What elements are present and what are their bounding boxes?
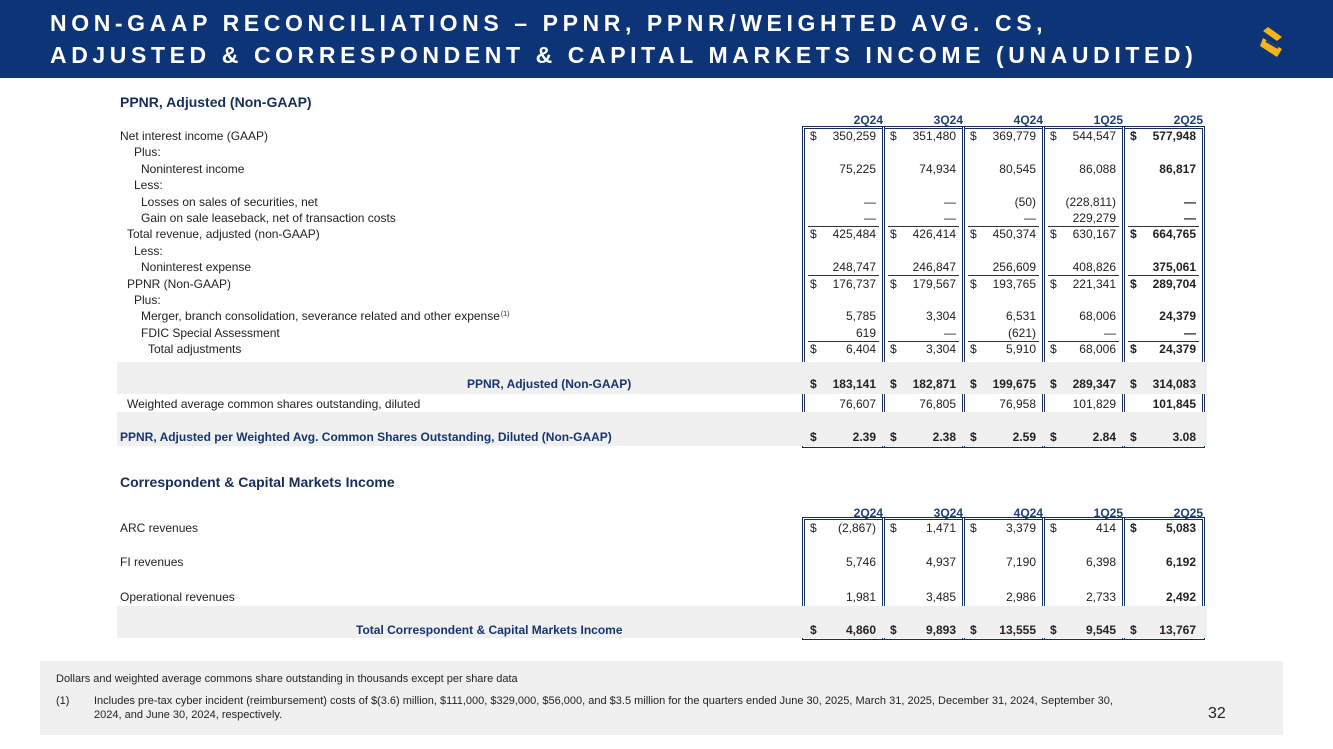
value-cell (1045, 210, 1122, 226)
dollar-sign: $ (810, 276, 817, 291)
value-text: (2,867) (837, 521, 876, 535)
dollar-sign: $ (810, 521, 817, 535)
column-header: 1Q25 (1093, 113, 1123, 127)
dollar-sign: $ (1050, 342, 1057, 357)
value-cell (1045, 554, 1122, 570)
column-header: 4Q24 (1013, 113, 1043, 127)
shares-label: Weighted average common shares outstanding, diluted (127, 397, 421, 411)
row-label-text: Plus: (134, 145, 161, 160)
value-text: 183,141 (832, 377, 876, 391)
value-text: 375,061 (1152, 260, 1196, 275)
value-text: 414 (1095, 521, 1116, 535)
value-cell (1045, 622, 1122, 638)
cm-total-label: Total Correspondent & Capital Markets Income (356, 623, 623, 637)
value-cell (1045, 396, 1122, 412)
value-cell (805, 194, 882, 210)
value-cell (965, 554, 1042, 570)
value-text: 193,765 (992, 276, 1036, 291)
value-text: 3,304 (925, 309, 956, 324)
value-cell (1125, 325, 1202, 341)
dollar-sign: $ (810, 227, 817, 242)
dollar-sign: $ (970, 623, 977, 637)
value-text: 6,192 (1165, 555, 1196, 569)
dollar-sign: $ (1050, 377, 1057, 391)
row-label-text: Net interest income (GAAP) (120, 129, 269, 143)
value-cell (965, 226, 1042, 242)
dollar-sign: $ (890, 623, 897, 637)
value-cell (965, 194, 1042, 210)
value-cell (965, 128, 1042, 144)
value-text: 5,910 (1005, 342, 1036, 357)
value-text: 3,379 (1005, 521, 1036, 535)
value-cell (1125, 622, 1202, 638)
value-cell (805, 128, 882, 144)
value-cell (1045, 429, 1122, 445)
value-cell (1045, 259, 1122, 275)
value-text: 3,485 (925, 590, 956, 604)
value-text: (228,811) (1065, 194, 1116, 209)
value-text: 24,379 (1159, 342, 1196, 357)
value-text: 199,675 (992, 377, 1036, 391)
dollar-sign: $ (1130, 430, 1137, 444)
value-text: 9,545 (1085, 623, 1116, 637)
dollar-sign: $ (970, 342, 977, 357)
row-label-text: Gain on sale leaseback, net of transaction costs (141, 211, 396, 225)
row-label-text: Less: (134, 243, 163, 258)
value-cell (965, 161, 1042, 177)
value-text: 1,471 (925, 521, 956, 535)
value-cell (805, 554, 882, 570)
value-cell (885, 259, 962, 275)
dollar-sign: $ (890, 276, 897, 291)
value-text: 369,779 (992, 129, 1036, 143)
dollar-sign: $ (1130, 377, 1137, 391)
value-text: 408,826 (1072, 260, 1116, 275)
value-cell (1125, 554, 1202, 570)
section-title-ppnr: PPNR, Adjusted (Non-GAAP) (120, 94, 312, 110)
row-label (134, 178, 163, 192)
value-cell (885, 308, 962, 324)
footnote-marker: (1) (56, 695, 70, 707)
value-text: 2,492 (1165, 590, 1196, 604)
dollar-sign: $ (890, 129, 897, 143)
cm-total-row-bg (117, 606, 1207, 638)
value-cell (885, 376, 962, 392)
value-text: — (944, 325, 956, 340)
page-number: 32 (1208, 705, 1226, 722)
value-cell (885, 429, 962, 445)
value-text: 256,609 (992, 260, 1036, 275)
dollar-sign: $ (1050, 521, 1057, 535)
value-cell (805, 259, 882, 275)
column-header: 3Q24 (933, 506, 963, 520)
value-cell (1125, 308, 1202, 324)
units-note: Dollars and weighted average commons share outstanding in thousands except per share data (56, 673, 518, 685)
value-text: 86,088 (1079, 161, 1116, 176)
row-label-text: Losses on sales of securities, net (141, 194, 318, 209)
value-cell (805, 276, 882, 292)
value-text: 68,006 (1079, 342, 1116, 357)
dollar-sign: $ (1050, 276, 1057, 291)
column-header: 2Q24 (853, 506, 883, 520)
row-label (148, 342, 241, 356)
dollar-sign: $ (1130, 276, 1137, 291)
value-cell (885, 341, 962, 357)
value-text: 664,765 (1152, 227, 1196, 242)
value-cell (965, 210, 1042, 226)
value-text: (621) (1007, 325, 1036, 340)
value-cell (805, 429, 882, 445)
dollar-sign: $ (890, 342, 897, 357)
row-label: FI revenues (120, 555, 184, 569)
value-cell (1125, 128, 1202, 144)
column-header: 2Q25 (1173, 113, 1203, 127)
value-cell (965, 325, 1042, 341)
value-cell (965, 520, 1042, 536)
row-label (127, 277, 231, 291)
dollar-sign: $ (890, 227, 897, 242)
value-text: 5,785 (845, 309, 876, 324)
value-cell (965, 589, 1042, 605)
value-cell (965, 259, 1042, 275)
value-text: — (1184, 194, 1196, 209)
value-cell (805, 622, 882, 638)
value-cell (885, 226, 962, 242)
row-label-text: Less: (134, 178, 163, 193)
row-label (127, 227, 320, 241)
value-cell (885, 276, 962, 292)
value-cell (805, 376, 882, 392)
page-title-line-1: NON-GAAP RECONCILIATIONS – PPNR, PPNR/WEIGHTED AVG. CS, (50, 10, 1048, 36)
value-text: 2,733 (1085, 590, 1116, 604)
row-label-text: Merger, branch consolidation, severance related and other expense (141, 309, 500, 324)
value-text: 351,480 (912, 129, 956, 143)
value-cell (1045, 128, 1122, 144)
value-cell (805, 210, 882, 226)
dollar-sign: $ (1130, 342, 1137, 357)
value-text: 350,259 (832, 129, 876, 143)
value-cell (1045, 194, 1122, 210)
value-cell (1045, 276, 1122, 292)
dollar-sign: $ (1050, 430, 1057, 444)
column-header: 4Q24 (1013, 506, 1043, 520)
value-text: 182,871 (912, 377, 956, 391)
footnote-text-line-1: Includes pre-tax cyber incident (reimbursement) costs of $(3.6) million, $111,000, $329,000, $56,000, and $3.5 million for the quarters ended June 30, 2025, March 31, 2025, December 31, 2024, September 30, (94, 695, 1113, 707)
row-label: Operational revenues (120, 590, 235, 604)
dollar-sign: $ (810, 430, 817, 444)
dollar-sign: $ (890, 430, 897, 444)
value-cell (965, 276, 1042, 292)
dollar-sign: $ (1050, 623, 1057, 637)
value-cell (1125, 276, 1202, 292)
dollar-sign: $ (810, 342, 817, 357)
value-text: 6,531 (1005, 309, 1036, 324)
value-text: 7,190 (1005, 555, 1036, 569)
value-text: 4,860 (845, 623, 876, 637)
value-cell (885, 325, 962, 341)
value-text: 75,225 (839, 161, 876, 176)
value-text: 2.38 (932, 430, 956, 444)
value-text: 619 (855, 325, 876, 340)
row-label-text: Noninterest income (141, 161, 245, 176)
value-cell (885, 554, 962, 570)
value-text: 176,737 (832, 276, 876, 291)
value-cell (885, 194, 962, 210)
value-text: 450,374 (992, 227, 1036, 242)
value-cell (1125, 396, 1202, 412)
footnote-box (40, 661, 1283, 735)
page-title-line-2: ADJUSTED & CORRESPONDENT & CAPITAL MARKETS INCOME (UNAUDITED) (50, 42, 1198, 68)
value-cell (1045, 341, 1122, 357)
dollar-sign: $ (970, 129, 977, 143)
value-cell (1045, 520, 1122, 536)
row-label (141, 309, 509, 323)
value-text: — (944, 194, 956, 209)
value-text: — (1024, 211, 1036, 225)
value-cell (805, 396, 882, 412)
adjusted-row-bg (117, 362, 1207, 394)
row-label: ARC revenues (120, 521, 199, 535)
row-label (141, 195, 318, 209)
dollar-sign: $ (810, 377, 817, 391)
value-text: 630,167 (1072, 227, 1116, 242)
value-text: — (1184, 211, 1196, 225)
column-header: 2Q24 (853, 113, 883, 127)
row-label-text: PPNR (Non-GAAP) (127, 276, 232, 291)
value-cell (1045, 161, 1122, 177)
dollar-sign: $ (810, 623, 817, 637)
value-cell (885, 210, 962, 226)
value-text: 101,845 (1152, 397, 1196, 411)
value-cell (885, 161, 962, 177)
value-cell (1125, 259, 1202, 275)
value-cell (1125, 429, 1202, 445)
value-cell (1045, 226, 1122, 242)
value-cell (965, 429, 1042, 445)
dollar-sign: $ (1130, 129, 1137, 143)
value-cell (1045, 308, 1122, 324)
row-label (141, 326, 280, 340)
value-cell (885, 622, 962, 638)
value-text: 9,893 (925, 623, 956, 637)
value-cell (885, 396, 962, 412)
value-text: — (1184, 325, 1196, 340)
value-cell (885, 128, 962, 144)
value-cell (885, 520, 962, 536)
value-cell (965, 396, 1042, 412)
value-text: 3,304 (925, 342, 956, 357)
dollar-sign: $ (970, 227, 977, 242)
dollar-sign: $ (970, 276, 977, 291)
row-label (134, 145, 161, 159)
value-cell (1125, 161, 1202, 177)
value-cell (1125, 210, 1202, 226)
value-text: 76,958 (999, 397, 1036, 411)
value-cell (805, 161, 882, 177)
dollar-sign: $ (970, 377, 977, 391)
column-header: 1Q25 (1093, 506, 1123, 520)
value-text: (50) (1014, 194, 1036, 209)
value-text: 3.08 (1172, 430, 1196, 444)
value-text: 2,986 (1005, 590, 1036, 604)
value-text: 577,948 (1152, 129, 1196, 143)
column-header: 3Q24 (933, 113, 963, 127)
dollar-sign: $ (1130, 623, 1137, 637)
row-label (141, 260, 251, 274)
value-cell (1125, 341, 1202, 357)
value-text: 289,347 (1072, 377, 1116, 391)
value-text: 229,279 (1072, 211, 1116, 225)
value-cell (805, 520, 882, 536)
value-cell (1045, 589, 1122, 605)
value-cell (965, 622, 1042, 638)
row-label (120, 129, 268, 143)
value-text: 5,083 (1165, 521, 1196, 535)
footnote-text-line-2: 2024, and June 30, 2024, respectively. (94, 709, 283, 721)
value-cell (965, 308, 1042, 324)
dollar-sign: $ (970, 521, 977, 535)
value-text: 179,567 (912, 276, 956, 291)
row-label-text: Plus: (134, 293, 161, 307)
value-text: 76,805 (919, 397, 956, 411)
value-cell (805, 589, 882, 605)
value-text: 80,545 (999, 161, 1036, 176)
footnote-ref: (1) (500, 311, 510, 319)
row-label-text: FDIC Special Assessment (141, 325, 280, 340)
value-cell (805, 308, 882, 324)
value-text: 248,747 (832, 260, 876, 275)
value-text: 6,404 (845, 342, 876, 357)
value-text: 101,829 (1072, 397, 1116, 411)
value-text: 289,704 (1152, 276, 1196, 291)
value-cell (805, 325, 882, 341)
value-cell (805, 226, 882, 242)
row-label (141, 211, 396, 225)
value-text: 2.84 (1092, 430, 1116, 444)
value-cell (1125, 376, 1202, 392)
value-text: 74,934 (919, 161, 956, 176)
dollar-sign: $ (970, 430, 977, 444)
dollar-sign: $ (1130, 227, 1137, 242)
dollar-sign: $ (1130, 521, 1137, 535)
value-text: 2.59 (1012, 430, 1036, 444)
value-text: 425,484 (832, 227, 876, 242)
value-cell (965, 376, 1042, 392)
value-text: 2.39 (852, 430, 876, 444)
value-text: 6,398 (1085, 555, 1116, 569)
value-text: 24,379 (1159, 309, 1196, 324)
title-banner (0, 0, 1333, 78)
value-text: 246,847 (912, 260, 956, 275)
dollar-sign: $ (810, 129, 817, 143)
column-header: 2Q25 (1173, 506, 1203, 520)
value-text: 1,981 (845, 590, 876, 604)
value-text: 426,414 (912, 227, 956, 242)
value-cell (885, 589, 962, 605)
value-text: 13,555 (999, 623, 1036, 637)
value-text: 5,746 (845, 555, 876, 569)
value-cell (1125, 520, 1202, 536)
value-text: — (1104, 325, 1116, 340)
value-text: 76,607 (839, 397, 876, 411)
dollar-sign: $ (890, 377, 897, 391)
value-text: — (944, 211, 956, 225)
row-label (134, 293, 161, 307)
value-cell (1125, 589, 1202, 605)
value-text: — (864, 194, 876, 209)
row-label-text: Noninterest expense (141, 260, 252, 275)
value-text: 68,006 (1079, 309, 1116, 324)
value-cell (965, 341, 1042, 357)
value-text: 86,817 (1159, 161, 1196, 176)
value-text: 13,767 (1159, 623, 1196, 637)
row-label-text: Total revenue, adjusted (non-GAAP) (127, 227, 320, 242)
value-text: 544,547 (1072, 129, 1116, 143)
row-label (141, 162, 244, 176)
dollar-sign: $ (1050, 129, 1057, 143)
s-brand-logo-icon (1256, 24, 1288, 60)
value-text: — (864, 211, 876, 225)
dollar-sign: $ (1050, 227, 1057, 242)
value-cell (1125, 194, 1202, 210)
value-cell (805, 341, 882, 357)
row-label-text: Total adjustments (148, 342, 242, 357)
value-cell (1045, 376, 1122, 392)
value-text: 221,341 (1072, 276, 1116, 291)
section-title-correspondent: Correspondent & Capital Markets Income (120, 474, 395, 490)
ppnr-adjusted-label: PPNR, Adjusted (Non-GAAP) (467, 377, 632, 391)
per-share-label: PPNR, Adjusted per Weighted Avg. Common Shares Outstanding, Diluted (Non-GAAP) (120, 430, 612, 444)
value-text: 314,083 (1152, 377, 1196, 391)
row-label (134, 244, 163, 258)
dollar-sign: $ (890, 521, 897, 535)
value-cell (1045, 325, 1122, 341)
value-text: 4,937 (925, 555, 956, 569)
value-cell (1125, 226, 1202, 242)
